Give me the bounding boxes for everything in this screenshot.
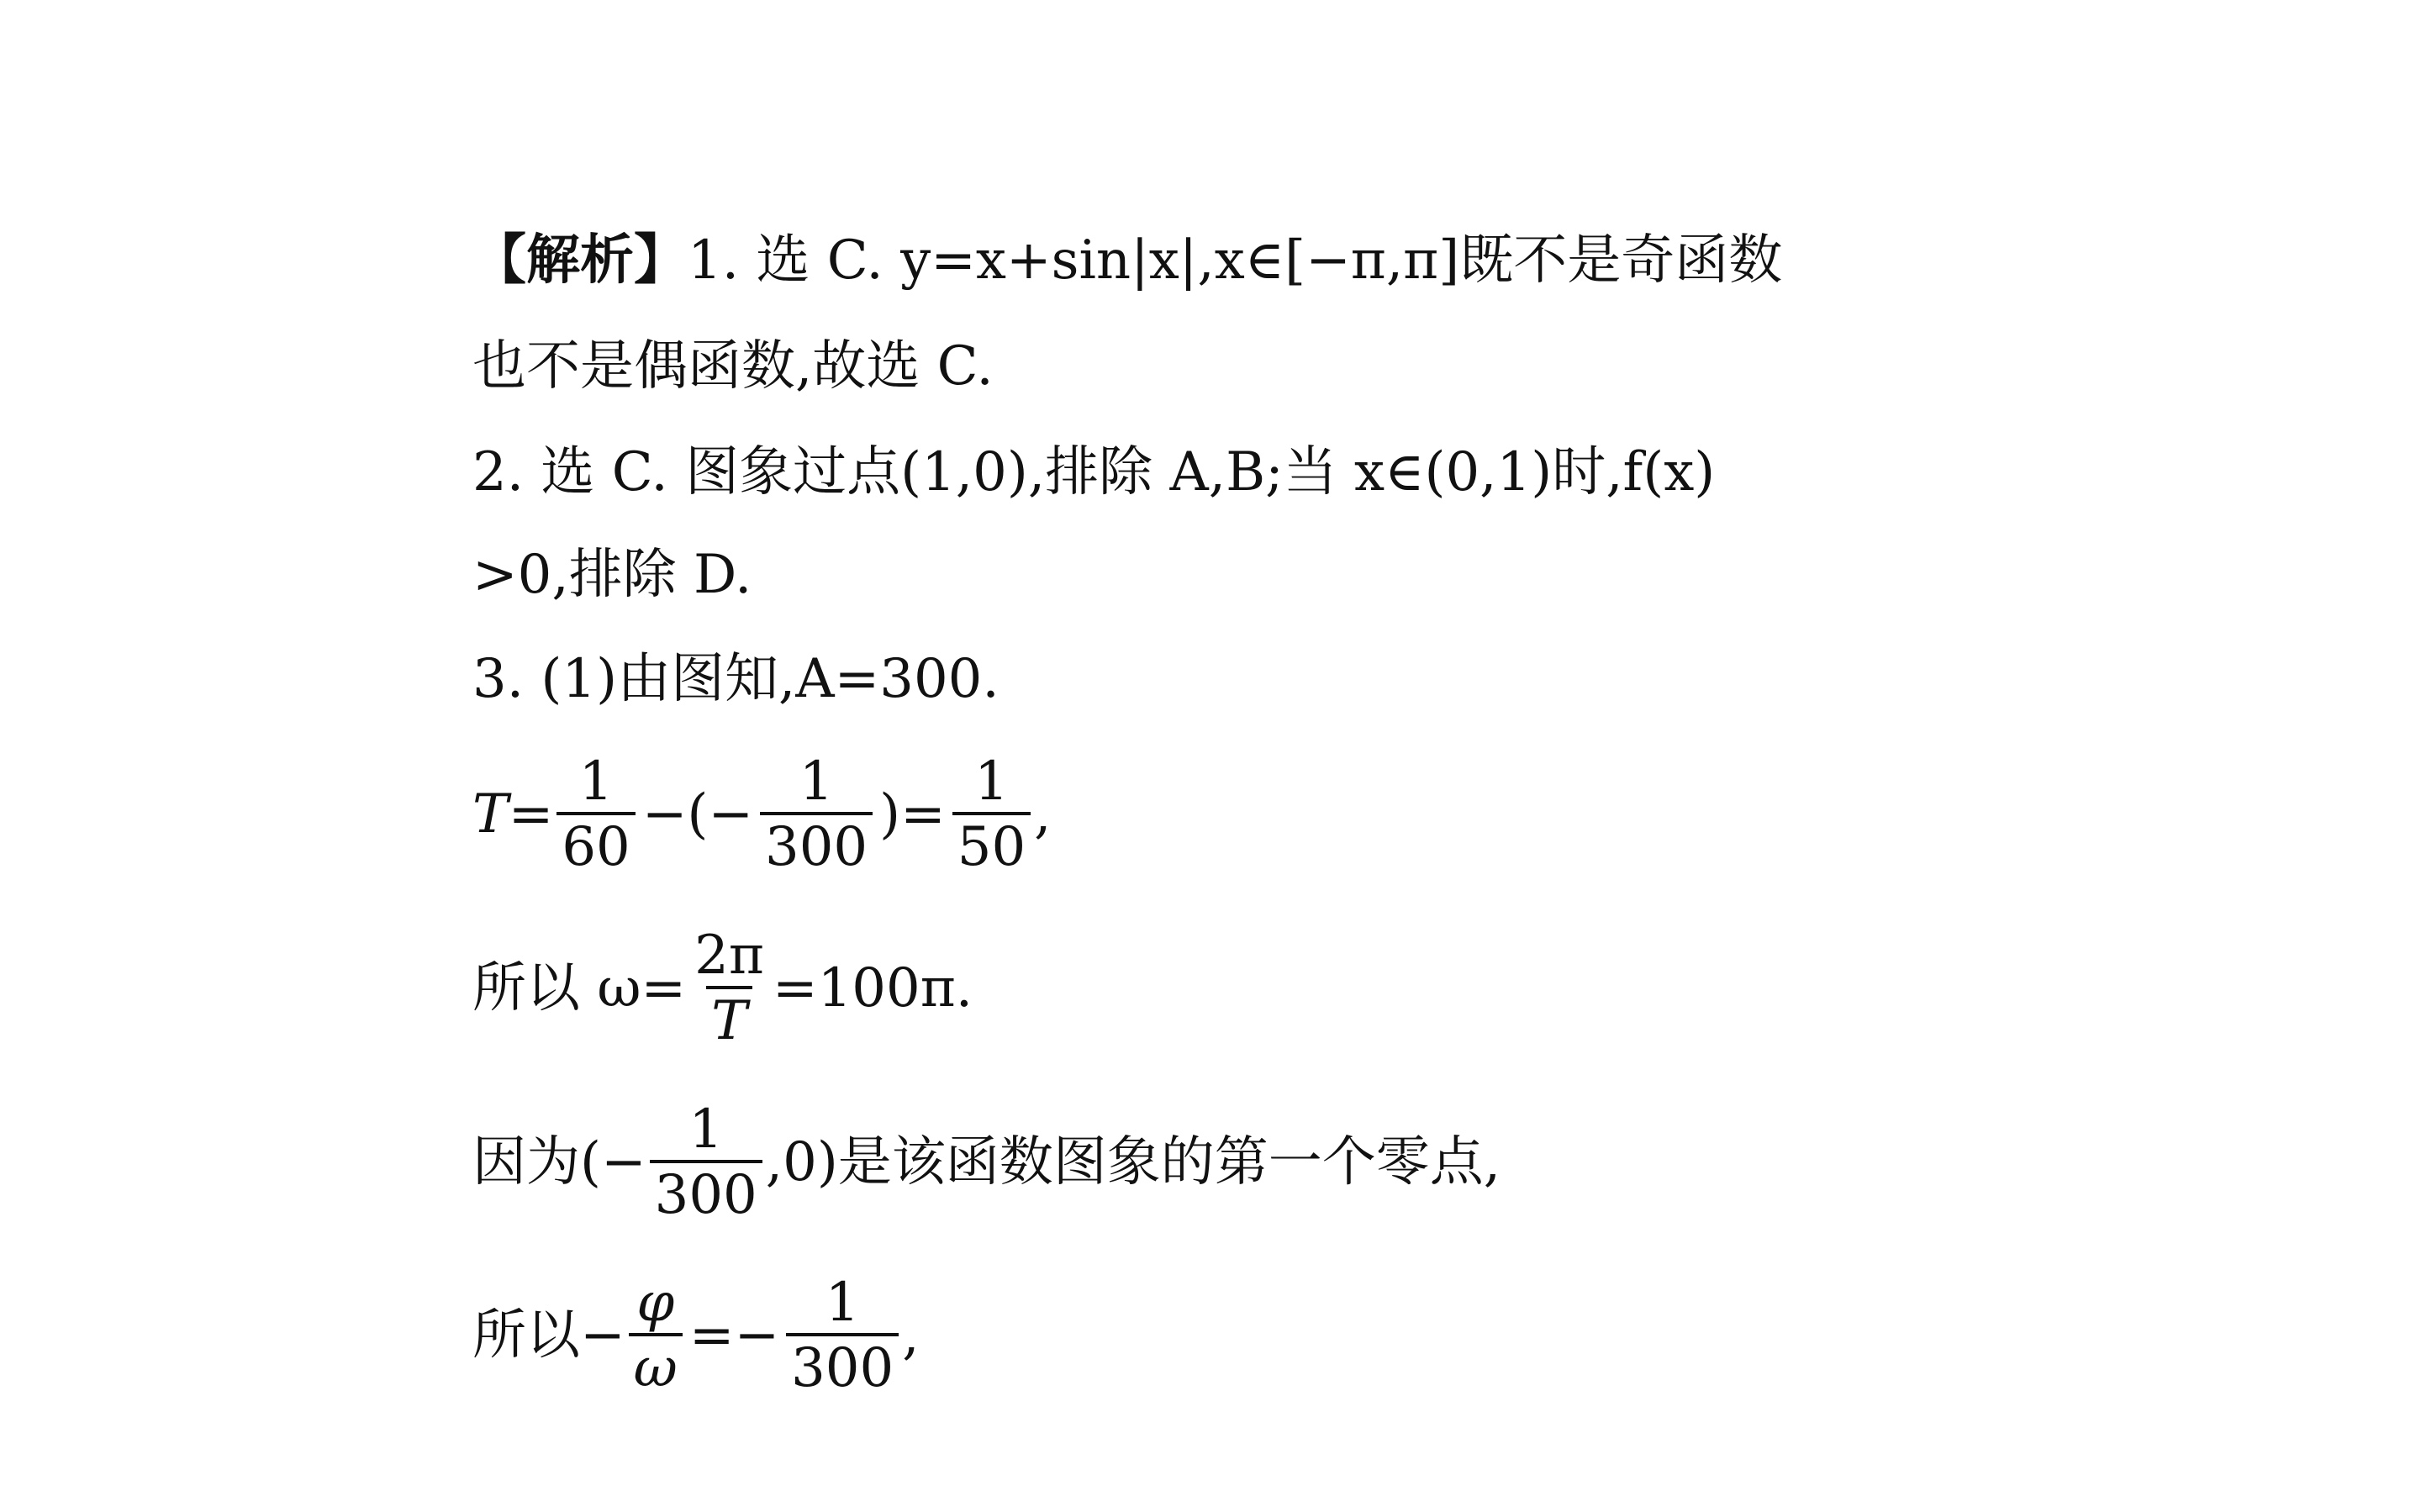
period-equals: )=: [879, 783, 946, 846]
answer-1-text: 1. 选 C. y=x+sin|x|,x∈[−π,π]既不是奇函数: [688, 229, 1783, 292]
fraction-1-over-300: [760, 751, 873, 878]
zero-statement: [472, 1098, 1501, 1226]
fraction-1-over-50: [952, 751, 1031, 878]
zero-tail: ,0)是该函数图象的第一个零点,: [765, 1131, 1501, 1193]
omega-formula: [472, 925, 973, 1052]
phi-formula: [472, 1272, 920, 1399]
fraction-denominator: 300: [786, 1333, 899, 1395]
fraction-1-over-300: [650, 1098, 762, 1226]
fraction-2pi-over-T: [689, 925, 769, 1052]
answer-2-text: 2. 选 C. 图象过点(1,0),排除 A,B;当 x∈(0,1)时,f(x): [472, 441, 1716, 503]
fraction-numerator: 1: [974, 751, 1009, 813]
solution-line-4: [472, 544, 752, 606]
fraction-phi-over-omega: [629, 1272, 683, 1399]
fraction-numerator: 1: [688, 1098, 724, 1161]
fraction-numerator: 1: [799, 751, 834, 813]
omega-result: =100π.: [772, 957, 973, 1019]
period-lhs: T=: [472, 783, 554, 846]
fraction-denominator: 50: [952, 812, 1031, 874]
fraction-denominator: 300: [760, 812, 873, 874]
answer-3-intro: 3. (1)由图知,A=300.: [472, 648, 1000, 710]
omega-prefix: 所以 ω=: [472, 957, 687, 1019]
period-minus: −(−: [641, 783, 753, 846]
fraction-numerator: 1: [825, 1272, 860, 1334]
phi-prefix: 所以−: [472, 1304, 625, 1367]
phi-equals: =−: [688, 1304, 780, 1367]
solution-line-1: [472, 229, 1783, 292]
fraction-1-over-300: [786, 1272, 899, 1399]
fraction-denominator: 60: [556, 812, 635, 874]
solution-line-3: [472, 441, 1716, 503]
answer-2-continued: >0,排除 D.: [472, 544, 752, 606]
phi-comma: ,: [902, 1304, 920, 1367]
fraction-1-over-60: [556, 751, 635, 878]
solution-line-2: [472, 335, 994, 398]
fraction-numerator: φ: [636, 1272, 675, 1334]
period-comma: ,: [1034, 783, 1052, 846]
zero-prefix: 因为(−: [472, 1131, 646, 1193]
fraction-numerator: 2π: [694, 925, 764, 987]
fraction-denominator: T: [706, 986, 752, 1048]
fraction-denominator: 300: [650, 1160, 762, 1222]
solution-heading: 【解析】: [472, 229, 688, 292]
solution-line-5: [472, 648, 1000, 710]
answer-1-continued: 也不是偶函数,故选 C.: [472, 335, 994, 398]
period-formula: [472, 751, 1052, 878]
fraction-numerator: 1: [578, 751, 614, 813]
fraction-denominator: ω: [629, 1333, 683, 1395]
